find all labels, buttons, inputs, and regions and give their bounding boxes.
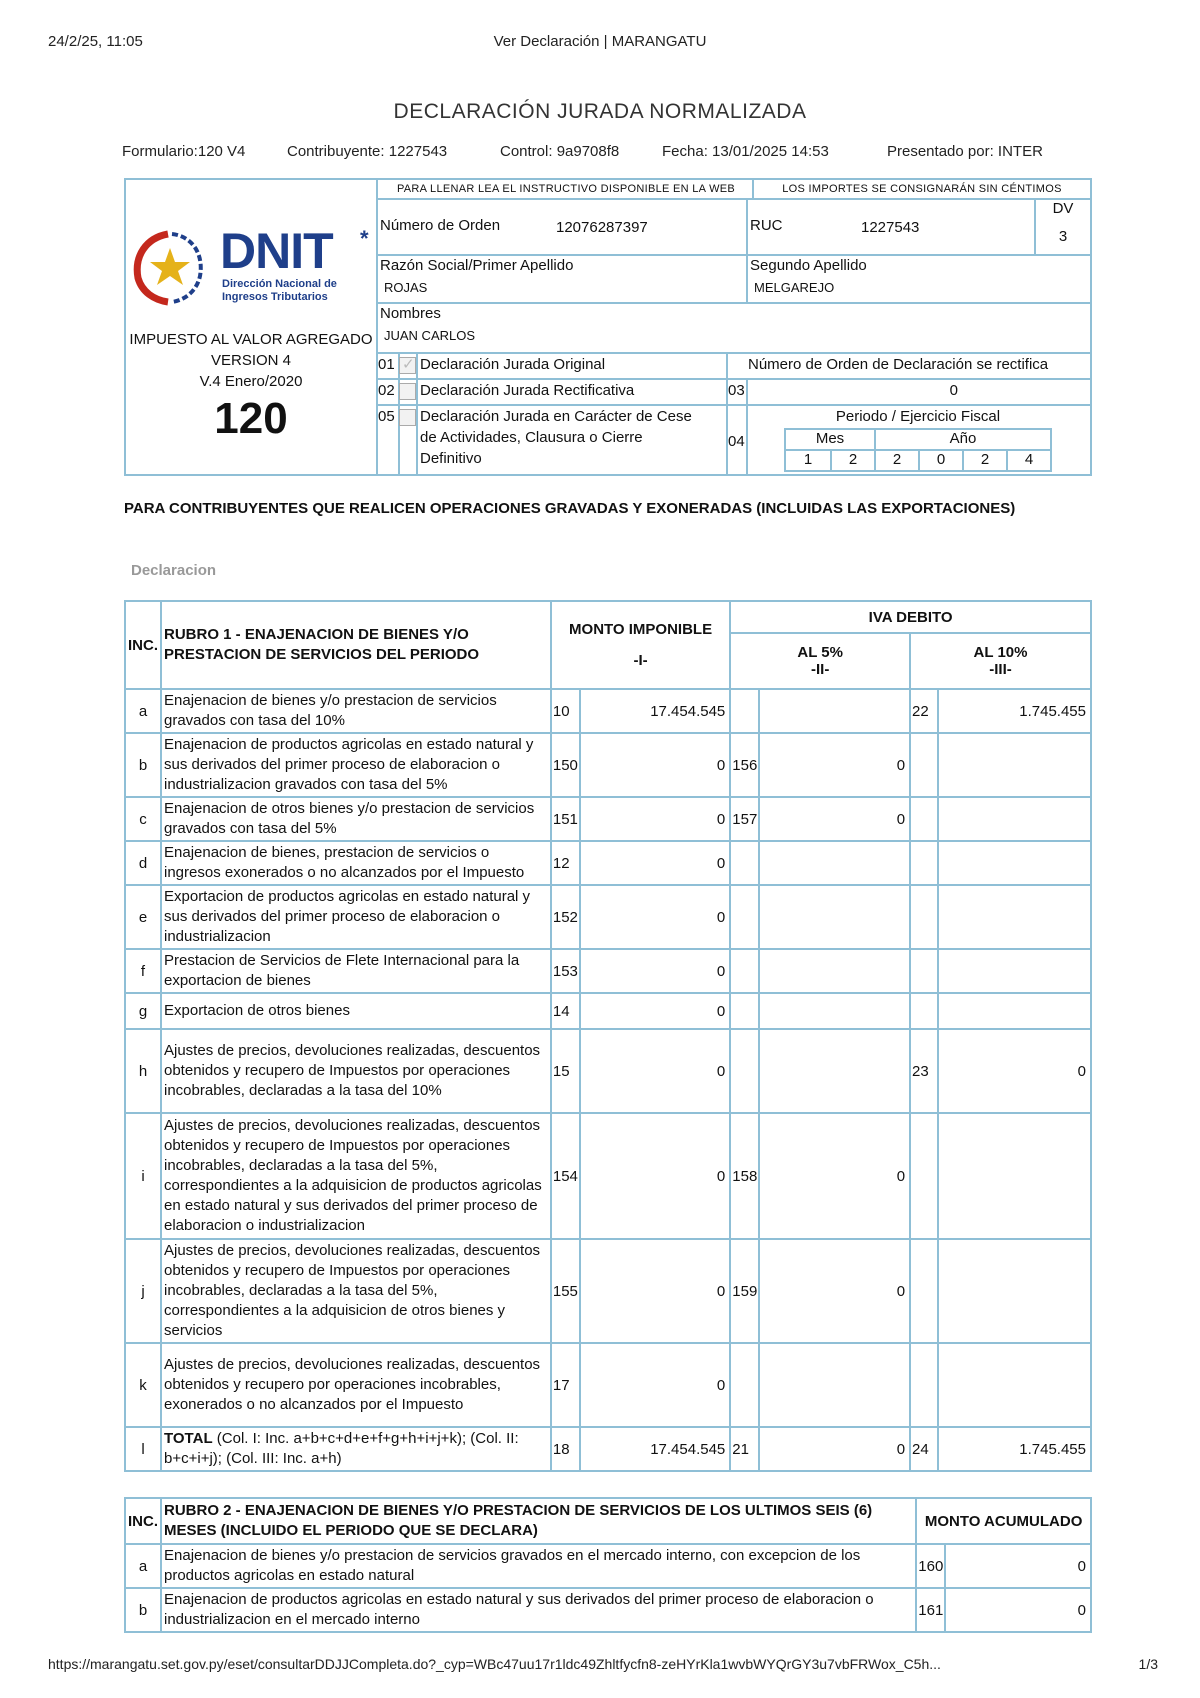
row-code-iva5 [730,993,759,1029]
total-formula: (Col. I: Inc. a+b+c+d+e+f+g+h+i+j+k); (Col. II: b+c+i+j); (Col. III: Inc. a+h) [164,1430,519,1467]
inc-header: INC. [125,1498,161,1544]
row-code-monto: 15 [551,1029,580,1113]
form-edition: V.4 Enero/2020 [199,373,303,390]
print-datetime: 24/2/25, 11:05 [48,33,143,50]
row-description: Enajenacion de productos agricolas en estado natural y sus derivados del primer proceso de elaboracion o industrializacion en el mercado interno [161,1588,916,1632]
total-label: TOTAL [164,1430,213,1447]
row-monto-imponible: 0 [580,1239,730,1343]
row-iva10 [938,733,1091,797]
rubro1-row [125,1343,1091,1427]
tax-name: IMPUESTO AL VALOR AGREGADO [129,331,373,348]
rubro1-row [125,733,1091,797]
row-code-iva10 [910,1113,938,1239]
row-code-monto: 150 [551,733,580,797]
c04-code: 04 [728,433,745,450]
row-inc: c [125,797,161,841]
row-iva5 [759,689,910,733]
dv-value: 3 [1058,228,1068,245]
numero-orden-label: Número de Orden [380,217,501,234]
row-code-iva5 [730,1343,759,1427]
document-title: DECLARACIÓN JURADA NORMALIZADA [393,100,807,123]
anio-digit: 4 [1024,451,1034,468]
al5-label: AL 5% [797,644,843,661]
rubro1-row [125,841,1091,885]
row-description: Prestacion de Servicios de Flete Internacional para la exportacion de bienes [161,949,551,993]
monto-col-label: -I- [633,652,648,669]
rubro1-row [125,993,1091,1029]
periodo-grid [784,428,1052,472]
opt01-label: Declaración Jurada Original [420,356,606,373]
row-code-iva10: 23 [910,1029,938,1113]
row-iva5 [759,885,910,949]
row-description: Ajustes de precios, devoluciones realizadas, descuentos obtenidos y recupero de Impuestos por operaciones incobrables, declaradas a la tasa del 5%, correspondientes a la adquisicion de productos agricolas en estado natural y sus derivados del primer proceso de elaboracion o industrializacion [161,1113,551,1239]
anio-digit: 2 [980,451,990,468]
row-code-iva5 [730,885,759,949]
row-code: 161 [916,1588,945,1632]
row-code-iva10 [910,841,938,885]
row-code-iva10: 22 [910,689,938,733]
row-code-iva10 [910,1343,938,1427]
row-description: Ajustes de precios, devoluciones realizadas, descuentos obtenidos y recupero de Impuestos por operaciones incobrables, declaradas a la tasa del 5%, correspondientes a la adquisicion de otros bienes y servicios [161,1239,551,1343]
rubro1-row [125,797,1091,841]
row-monto-acumulado: 0 [945,1544,1091,1588]
row-iva5 [759,1343,910,1427]
row-code-iva10 [910,1239,938,1343]
row-code-iva10 [910,797,938,841]
row-code-iva5: 158 [730,1113,759,1239]
opt05-line1: Declaración Jurada en Carácter de Cese [420,408,692,425]
row-monto-acumulado: 0 [945,1588,1091,1632]
row-code-iva5 [730,1029,759,1113]
rectificativa-checkbox[interactable] [399,383,416,400]
row-iva10 [938,841,1091,885]
row-code-monto: 152 [551,885,580,949]
row-code-iva5 [730,841,759,885]
monto-imponible-header [551,601,730,689]
row-code-monto: 153 [551,949,580,993]
dv-label: DV [1052,200,1074,217]
notice-instructivo: PARA LLENAR LEA EL INSTRUCTIVO DISPONIBLE EN LA WEB [396,183,736,195]
opt05-code: 05 [378,408,395,425]
row-code-monto: 155 [551,1239,580,1343]
total-iva10: 1.745.455 [938,1427,1091,1471]
rubro1-total-row [125,1427,1091,1471]
row-monto-imponible: 0 [580,885,730,949]
rubro1-table [124,600,1092,1472]
total-description [161,1427,551,1471]
row-iva10 [938,885,1091,949]
row-code-iva5 [730,689,759,733]
iva-debito-header: IVA DEBITO [730,601,1091,633]
original-checkbox[interactable] [399,357,416,374]
row-code-monto: 151 [551,797,580,841]
meta-contribuyente: Contribuyente: 1227543 [287,143,448,160]
ruc-value: 1227543 [861,219,920,236]
section-label: Declaracion [131,562,217,579]
logo-wordmark: DNIT [220,223,333,279]
opt02-code: 02 [378,382,395,399]
row-iva5 [759,841,910,885]
rectifica-value: 0 [949,382,958,399]
row-inc: h [125,1029,161,1113]
notice-importes: LOS IMPORTES SE CONSIGNARÁN SIN CÉNTIMOS [782,183,1062,195]
row-description: Enajenacion de bienes, prestacion de servicios o ingresos exonerados o no alcanzados por el Impuesto [161,841,551,885]
row-monto-imponible: 0 [580,1343,730,1427]
opt05-line2: de Actividades, Clausura o Cierre [420,429,643,446]
logo-sub2: Ingresos Tributarios [222,291,328,303]
row-inc: b [125,733,161,797]
row-monto-imponible: 0 [580,1113,730,1239]
row-iva10 [938,993,1091,1029]
row-monto-imponible: 0 [580,797,730,841]
row-iva5 [759,1029,910,1113]
razon-social-value: ROJAS [384,280,428,295]
row-iva10 [938,1113,1091,1239]
row-iva10: 1.745.455 [938,689,1091,733]
row-code-monto: 14 [551,993,580,1029]
rectifica-label: Número de Orden de Declaración se rectifica [748,356,1049,373]
rubro2-row [125,1544,1091,1588]
row-description: Enajenacion de productos agricolas en estado natural y sus derivados del primer proceso de elaboracion o industrializacion gravados con tasa del 5% [161,733,551,797]
logo-asterisk: * [360,226,369,251]
razon-social-label: Razón Social/Primer Apellido [380,257,574,274]
row-code-monto: 12 [551,841,580,885]
meta-formulario: Formulario:120 V4 [122,143,246,160]
total-monto-imponible: 17.454.545 [580,1427,730,1471]
monto-imponible-label: MONTO IMPONIBLE [569,621,713,638]
mes-digit: 2 [848,451,858,468]
row-code-iva5 [730,949,759,993]
rubro1-row [125,689,1091,733]
opt05-line3: Definitivo [420,450,482,467]
rubro1-row [125,1239,1091,1343]
row-inc: a [125,689,161,733]
row-iva10 [938,1343,1091,1427]
row-inc: k [125,1343,161,1427]
row-description: Ajustes de precios, devoluciones realizadas, descuentos obtenidos y recupero de Impuestos por operaciones incobrables, declaradas a la tasa del 10% [161,1029,551,1113]
declaration-header [124,178,1092,476]
row-code-iva5: 156 [730,733,759,797]
row-description: Exportacion de otros bienes [161,993,551,1029]
meta-fecha: Fecha: 13/01/2025 14:53 [662,143,829,160]
form-version: VERSION 4 [210,352,292,369]
segundo-apellido-label: Segundo Apellido [750,257,867,274]
row-inc: a [125,1544,161,1588]
rubro2-title: RUBRO 2 - ENAJENACION DE BIENES Y/O PRESTACION DE SERVICIOS DE LOS ULTIMOS SEIS (6) MESES (INCLUIDO EL PERIODO QUE SE DECLARA) [161,1498,916,1544]
row-inc: l [125,1427,161,1471]
row-code: 160 [916,1544,945,1588]
row-code-iva5: 157 [730,797,759,841]
row-iva5: 0 [759,1113,910,1239]
anio-digit: 2 [892,451,902,468]
segundo-apellido-value: MELGAREJO [754,280,835,295]
row-iva10 [938,797,1091,841]
rubro1-row [125,1029,1091,1113]
rubro2-table [124,1497,1092,1633]
periodo-label: Periodo / Ejercicio Fiscal [835,408,1001,425]
row-iva10: 0 [938,1029,1091,1113]
row-code-iva5: 159 [730,1239,759,1343]
row-iva5 [759,993,910,1029]
row-iva5: 0 [759,1239,910,1343]
numero-orden-value: 12076287397 [556,219,648,236]
row-inc: e [125,885,161,949]
row-code-iva10 [910,949,938,993]
nombres-value: JUAN CARLOS [384,328,476,343]
c03-code: 03 [728,382,745,399]
mes-digit: 1 [803,451,813,468]
mes-label: Mes [815,430,845,447]
row-code-iva10 [910,885,938,949]
rubro1-row [125,1113,1091,1239]
total-iva5: 0 [759,1427,910,1471]
row-code-monto: 10 [551,689,580,733]
row-monto-imponible: 0 [580,841,730,885]
rubro2-row [125,1588,1091,1632]
al10-label: AL 10% [973,644,1028,661]
row-iva10 [938,1239,1091,1343]
row-inc: f [125,949,161,993]
row-inc: b [125,1588,161,1632]
logo-sub1: Dirección Nacional de [222,278,337,290]
row-description: Enajenacion de otros bienes y/o prestacion de servicios gravados con tasa del 5% [161,797,551,841]
row-inc: i [125,1113,161,1239]
row-iva5: 0 [759,797,910,841]
rubro1-row [125,885,1091,949]
intro-heading: PARA CONTRIBUYENTES QUE REALICEN OPERACIONES GRAVADAS Y EXONERADAS (INCLUIDAS LAS EXPORTACIONES) [124,500,1016,517]
print-page-number: 1/3 [1138,1656,1158,1672]
print-page-title: Ver Declaración | MARANGATU [493,33,707,50]
row-monto-imponible: 17.454.545 [580,689,730,733]
row-code-iva10 [910,733,938,797]
cese-checkbox[interactable] [399,409,416,426]
ruc-label: RUC [750,217,783,234]
row-description: Enajenacion de bienes y/o prestacion de servicios gravados con tasa del 10% [161,689,551,733]
meta-control: Control: 9a9708f8 [500,143,620,160]
row-monto-imponible: 0 [580,993,730,1029]
row-description: Enajenacion de bienes y/o prestacion de servicios gravados en el mercado interno, con excepcion de los productos agricolas en estado natural [161,1544,916,1588]
al10-header [910,633,1091,689]
al10-col: -III- [989,661,1012,678]
rubro1-row [125,949,1091,993]
row-monto-imponible: 0 [580,949,730,993]
row-inc: j [125,1239,161,1343]
row-code-iva10: 24 [910,1427,938,1471]
form-number: 120 [214,394,288,443]
row-monto-imponible: 0 [580,733,730,797]
row-code-monto: 154 [551,1113,580,1239]
rubro1-title: RUBRO 1 - ENAJENACION DE BIENES Y/O PRESTACION DE SERVICIOS DEL PERIODO [161,601,551,689]
row-code-monto: 17 [551,1343,580,1427]
meta-presentado: Presentado por: INTER [887,143,1043,160]
row-inc: d [125,841,161,885]
print-url: https://marangatu.set.gov.py/eset/consultarDDJJCompleta.do?_cyp=WBc47uu17r1ldc49Zhltfycfn8-zeHYrKla1wvbWYQrGY3u7vbFRWox_C5h... [48,1656,941,1672]
row-iva5: 0 [759,733,910,797]
anio-digit: 0 [936,451,946,468]
anio-label: Año [949,430,977,447]
row-description: Exportacion de productos agricolas en estado natural y sus derivados del primer proceso de elaboracion o industrializacion [161,885,551,949]
monto-acumulado-header: MONTO ACUMULADO [916,1498,1091,1544]
al5-col: -II- [810,661,830,678]
row-iva10 [938,949,1091,993]
row-description: Ajustes de precios, devoluciones realizadas, descuentos obtenidos y recupero por operaciones incobrables, exonerados o no alcanzados por el Impuesto [161,1343,551,1427]
dnit-logo [128,223,374,306]
row-inc: g [125,993,161,1029]
opt02-label: Declaración Jurada Rectificativa [420,382,635,399]
opt01-code: 01 [378,356,395,373]
row-code-monto: 18 [551,1427,580,1471]
inc-header: INC. [125,601,161,689]
al5-header [730,633,910,689]
row-code-iva5: 21 [730,1427,759,1471]
row-code-iva10 [910,993,938,1029]
row-monto-imponible: 0 [580,1029,730,1113]
row-iva5 [759,949,910,993]
nombres-label: Nombres [380,305,441,322]
